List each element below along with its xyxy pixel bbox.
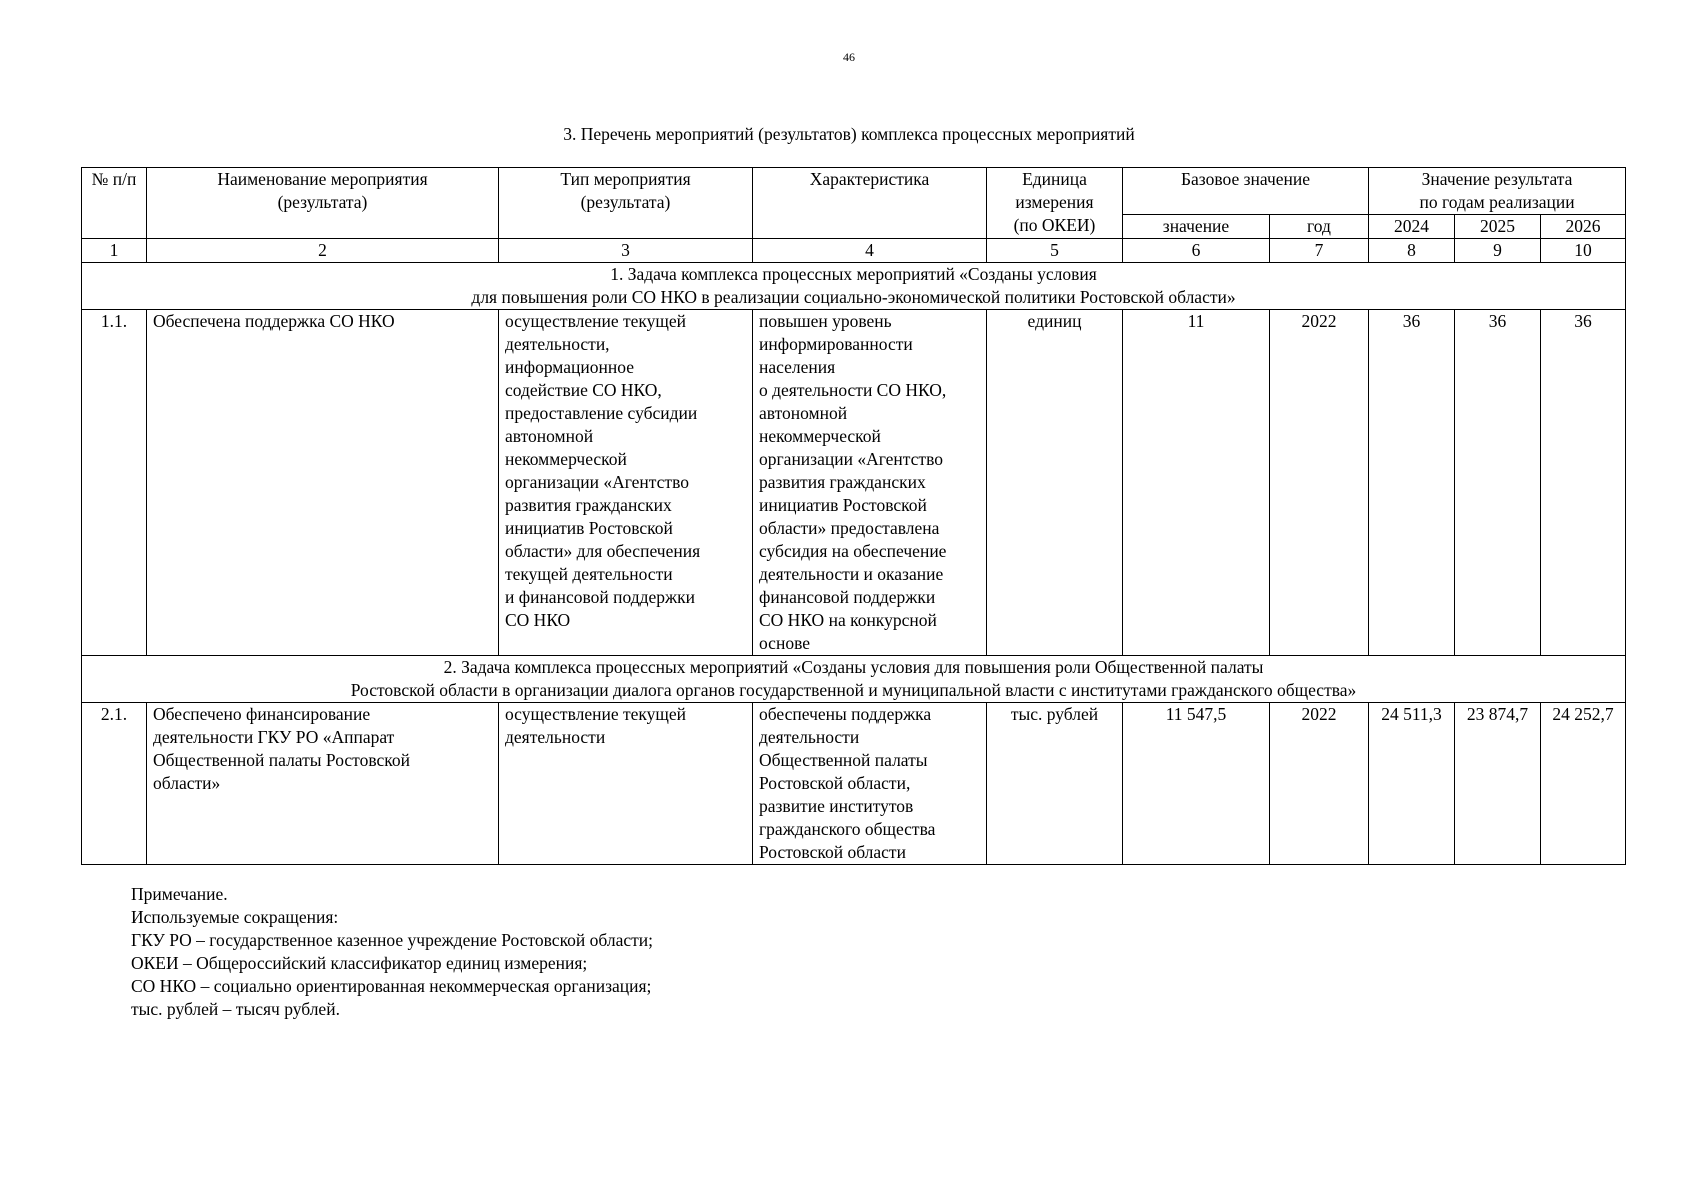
table-row [82, 310, 1626, 656]
page-number: 46 [843, 50, 855, 64]
row-unit: тыс. рублей [987, 703, 1123, 865]
document-title: 3. Перечень мероприятий (результатов) комплекса процессных мероприятий [563, 124, 1135, 144]
row-characteristic: обеспечены поддержка деятельности Общественной палаты Ростовской области, развитие институтов гражданского общества Ростовской области [753, 703, 987, 865]
measures-table [81, 167, 1626, 865]
task-1-heading: 1. Задача комплекса процессных мероприятий «Созданы условия для повышения роли СО НКО в реализации социально-экономической политики Ростовской области» [82, 263, 1626, 310]
header-year-2025: 2025 [1455, 215, 1541, 239]
column-number: 9 [1455, 239, 1541, 263]
column-number: 6 [1123, 239, 1270, 263]
column-number: 8 [1369, 239, 1455, 263]
row-name: Обеспечено финансирование деятельности ГКУ РО «Аппарат Общественной палаты Ростовской области» [147, 703, 499, 865]
row-value-2024: 24 511,3 [1369, 703, 1455, 865]
note-line: ГКУ РО – государственное казенное учреждение Ростовской области; [131, 930, 654, 950]
row-type: осуществление текущей деятельности [499, 703, 753, 865]
row-value-2025: 36 [1455, 310, 1541, 656]
table-row [82, 703, 1626, 865]
column-number: 1 [82, 239, 147, 263]
row-base-value: 11 547,5 [1123, 703, 1270, 865]
header-num: № п/п [82, 168, 147, 239]
header-base-year: год [1270, 215, 1369, 239]
column-numbers-row [82, 239, 1626, 263]
row-value-2025: 23 874,7 [1455, 703, 1541, 865]
header-unit: Единица измерения (по ОКЕИ) [987, 168, 1123, 239]
header-characteristic: Характеристика [753, 168, 987, 239]
task-2-heading: 2. Задача комплекса процессных мероприятий «Созданы условия для повышения роли Общественной палаты Ростовской области в организации диалога органов государственной и муниципальной власти с институтами гражданского общества» [82, 656, 1626, 703]
row-type: осуществление текущей деятельности, информационное содействие СО НКО, предоставление субсидии автономной некоммерческой организации «Агентство развития гражданских инициатив Ростовской области» для обеспечения текущей деятельности и финансовой поддержки СО НКО [499, 310, 753, 656]
row-base-year: 2022 [1270, 310, 1369, 656]
header-result: Значение результата по годам реализации [1369, 168, 1626, 215]
column-number: 2 [147, 239, 499, 263]
note-line: СО НКО – социально ориентированная некоммерческая организация; [131, 976, 652, 996]
notes-block [131, 883, 653, 1021]
row-base-year: 2022 [1270, 703, 1369, 865]
note-heading: Примечание. [131, 884, 228, 904]
row-base-value: 11 [1123, 310, 1270, 656]
column-number: 5 [987, 239, 1123, 263]
row-value-2024: 36 [1369, 310, 1455, 656]
header-year-2024: 2024 [1369, 215, 1455, 239]
row-num: 1.1. [82, 310, 147, 656]
header-year-2026: 2026 [1541, 215, 1626, 239]
column-number: 4 [753, 239, 987, 263]
column-number: 10 [1541, 239, 1626, 263]
header-base: Базовое значение [1123, 168, 1369, 215]
row-name: Обеспечена поддержка СО НКО [147, 310, 499, 656]
row-num: 2.1. [82, 703, 147, 865]
row-unit: единиц [987, 310, 1123, 656]
note-line: Используемые сокращения: [131, 907, 339, 927]
header-base-value: значение [1123, 215, 1270, 239]
note-line: ОКЕИ – Общероссийский классификатор единиц измерения; [131, 953, 588, 973]
header-type: Тип мероприятия (результата) [499, 168, 753, 239]
note-line: тыс. рублей – тысяч рублей. [131, 999, 340, 1019]
column-number: 3 [499, 239, 753, 263]
row-characteristic: повышен уровень информированности населения о деятельности СО НКО, автономной некоммерческой организации «Агентство развития гражданских инициатив Ростовской области» предоставлена субсидия на обеспечение деятельности и оказание финансовой поддержки СО НКО на конкурсной основе [753, 310, 987, 656]
row-value-2026: 24 252,7 [1541, 703, 1626, 865]
column-number: 7 [1270, 239, 1369, 263]
header-name: Наименование мероприятия (результата) [147, 168, 499, 239]
row-value-2026: 36 [1541, 310, 1626, 656]
